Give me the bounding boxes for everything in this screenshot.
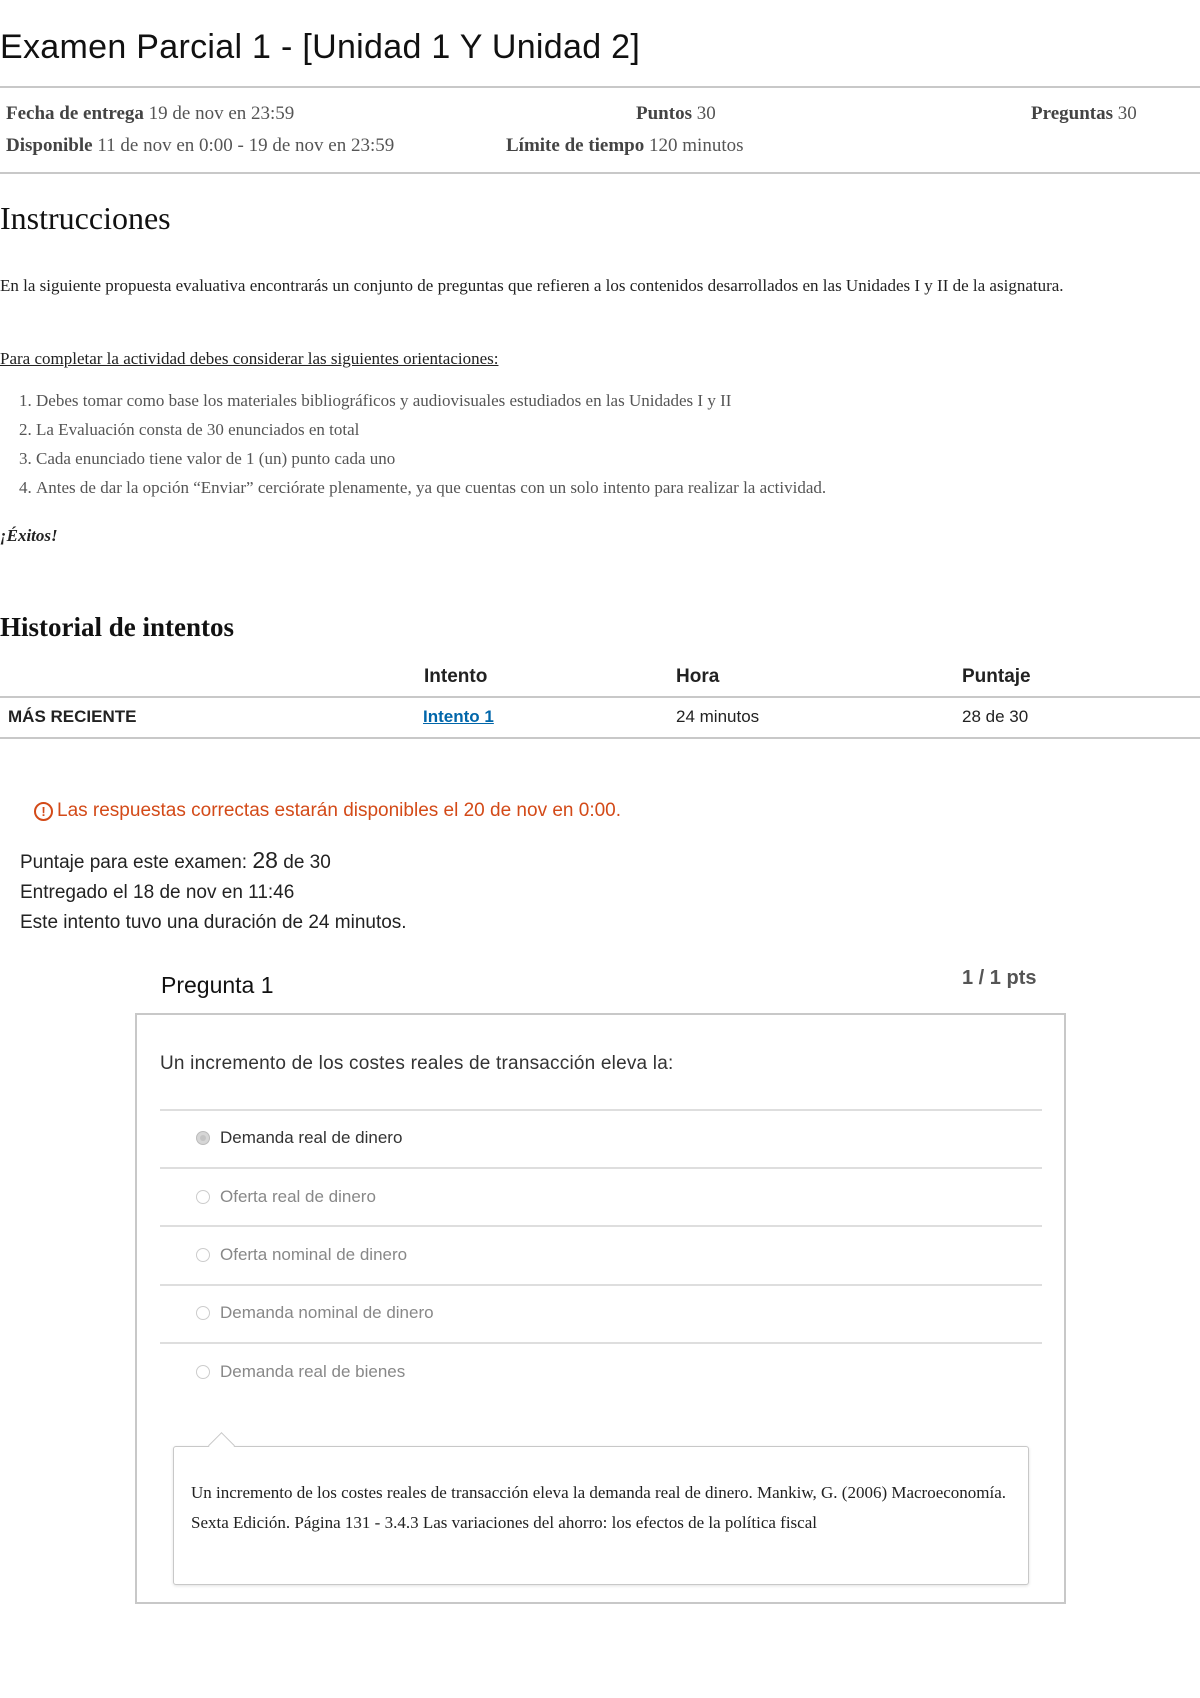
answer-divider — [160, 1342, 1042, 1344]
attempt-score: 28 de 30 — [962, 707, 1029, 726]
question-text: Un incremento de los costes reales de transacción eleva la: — [160, 1053, 674, 1074]
attempt-row-label: MÁS RECIENTE — [8, 707, 137, 726]
answer-option[interactable] — [196, 1187, 376, 1207]
answer-divider — [160, 1284, 1042, 1286]
attempt-link[interactable]: Intento 1 — [423, 707, 494, 726]
points-info: Puntos 30 — [636, 103, 716, 124]
table-divider — [0, 696, 1200, 698]
question-title: Pregunta 1 — [161, 972, 274, 998]
alert-circle-icon: ! — [34, 802, 53, 821]
radio-icon[interactable] — [196, 1306, 210, 1320]
radio-icon[interactable] — [196, 1248, 210, 1262]
list-item: 4. Antes de dar la opción “Enviar” cerciórate plenamente, ya que cuentas con un solo intento para realizar la actividad. — [36, 473, 826, 502]
time-limit: Límite de tiempo 120 minutos — [506, 135, 744, 156]
availability: Disponible 11 de nov en 0:00 - 19 de nov en 23:59 — [6, 135, 395, 156]
radio-icon[interactable] — [196, 1190, 210, 1204]
instructions-heading: Instrucciones — [0, 200, 171, 236]
instructions-orientation: Para completar la actividad debes considerar las siguientes orientaciones: — [0, 349, 499, 368]
answer-option[interactable] — [196, 1245, 407, 1265]
instructions-list — [0, 386, 826, 502]
answer-option[interactable] — [196, 1128, 402, 1148]
radio-icon[interactable] — [196, 1365, 210, 1379]
column-header-time: Hora — [676, 666, 720, 687]
notice-text: Las respuestas correctas estarán disponibles el 20 de nov en 0:00. — [57, 800, 622, 821]
answer-option[interactable] — [196, 1303, 434, 1323]
answer-label: Oferta real de dinero — [220, 1187, 376, 1206]
list-item: 2. La Evaluación consta de 30 enunciados en total — [36, 415, 826, 444]
due-date: Fecha de entrega 19 de nov en 23:59 — [6, 103, 295, 124]
question-points: 1 / 1 pts — [962, 967, 1037, 989]
page-title: Examen Parcial 1 - [Unidad 1 Y Unidad 2] — [0, 28, 641, 66]
questions-info: Preguntas 30 — [1031, 103, 1137, 124]
closing-message: ¡Éxitos! — [0, 526, 58, 545]
score-value: 28 — [252, 847, 278, 873]
answer-divider — [160, 1167, 1042, 1169]
answer-divider — [160, 1225, 1042, 1227]
divider — [0, 172, 1200, 174]
answer-divider — [160, 1109, 1042, 1111]
instructions-intro: En la siguiente propuesta evaluativa encontrarás un conjunto de preguntas que refieren a los contenidos desarrollados en las Unidades I y II de la asignatura. — [0, 276, 1064, 295]
submitted-info: Entregado el 18 de nov en 11:46 — [20, 882, 295, 903]
history-heading: Historial de intentos — [0, 612, 234, 642]
divider — [0, 86, 1200, 88]
attempt-time: 24 minutos — [676, 707, 760, 726]
list-item: 3. Cada enunciado tiene valor de 1 (un) punto cada uno — [36, 444, 826, 473]
radio-selected-icon[interactable] — [196, 1131, 210, 1145]
column-header-score: Puntaje — [962, 666, 1031, 687]
exam-score: Puntaje para este examen: 28 de 30 — [20, 847, 331, 873]
column-header-attempt: Intento — [424, 666, 488, 687]
answer-label: Demanda real de bienes — [220, 1362, 406, 1381]
answer-option[interactable] — [196, 1362, 405, 1382]
answer-label: Oferta nominal de dinero — [220, 1245, 408, 1264]
duration-info: Este intento tuvo una duración de 24 minutos. — [20, 912, 407, 933]
answer-comment: Un incremento de los costes reales de transacción eleva la demanda real de dinero. Mankiw, G. (2006) Macroeconomía. Sexta Edición. Página 131 - 3.4.3 Las variaciones del ahorro: los efectos de la política fiscal — [191, 1483, 1007, 1532]
table-divider — [0, 737, 1200, 739]
answer-label: Demanda real de dinero — [220, 1128, 403, 1147]
list-item: 1. Debes tomar como base los materiales bibliográficos y audiovisuales estudiados en las Unidades I y II — [36, 386, 826, 415]
answers-notice — [34, 800, 621, 822]
attempt-cell — [423, 707, 494, 727]
answer-label: Demanda nominal de dinero — [220, 1303, 434, 1322]
